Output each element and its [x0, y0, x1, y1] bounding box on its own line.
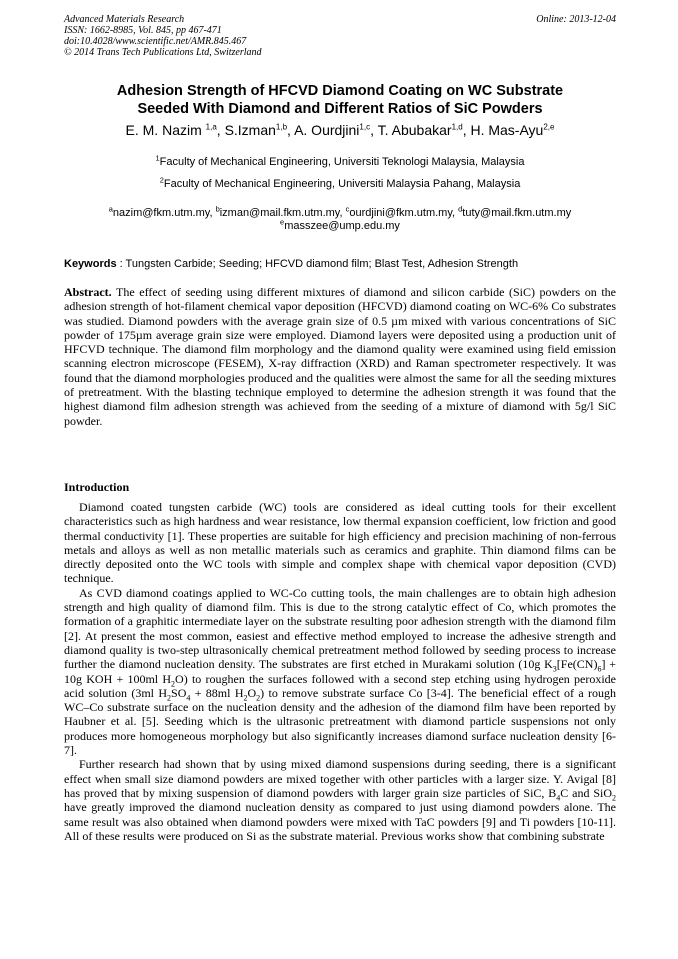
email-address: ourdjini@fkm.utm.my, [349, 207, 459, 219]
email-address: masszee@ump.edu.my [284, 220, 400, 232]
author-affiliation-mark: 2,e [543, 122, 555, 132]
email-list [64, 204, 616, 233]
section-heading-introduction: Introduction [64, 480, 130, 494]
email-address: tuty@mail.fkm.utm.my [462, 207, 572, 219]
keywords-label: Keywords [64, 258, 117, 270]
author-name: E. M. Nazim [125, 122, 202, 138]
abstract-label: Abstract. [64, 285, 112, 299]
keywords-text: : Tungsten Carbide; Seeding; HFCVD diamond film; Blast Test, Adhesion Strength [116, 258, 519, 270]
paragraph: Diamond coated tungsten carbide (WC) tools are considered as ideal cutting tools for their excellent characteristics such as high hardness and wear resistance, low thermal expansion coefficient, low friction and good thermal conductivity [1]. These properties are suitable for high efficiency and precision machining of non-ferrous metals and alloys as well as non metallic materials such as ceramics and graphite. Thin diamond films can be directly deposited onto the WC tools with simple and complex shape with chemical vapor deposition (CVD) technique. [64, 500, 616, 586]
paper-title [64, 82, 616, 118]
email-mark: c [345, 204, 350, 214]
keywords [64, 258, 616, 271]
abstract [64, 285, 616, 428]
email-address: izman@mail.fkm.utm.my, [219, 207, 346, 219]
affiliation-list [64, 153, 616, 200]
email-mark: e [280, 217, 285, 227]
author-affiliation-mark: 1,a [205, 122, 217, 132]
online-date: Online: 2013-12-04 [536, 14, 616, 25]
introduction-body [64, 500, 616, 843]
journal-doi: doi:10.4028/www.scientific.net/AMR.845.467 [64, 36, 247, 47]
journal-name: Advanced Materials Research [64, 14, 185, 25]
author-name: A. Ourdjini [294, 122, 360, 138]
email-mark: d [458, 204, 463, 214]
affiliation [64, 175, 616, 191]
journal-issn: ISSN: 1662-8985, Vol. 845, pp 467-471 [64, 25, 222, 36]
author-affiliation-mark: 1,b [275, 122, 288, 132]
paragraph: Further research had shown that by using mixed diamond suspensions during seeding, there is a significant effect when small size diamond powders are mixed together with other particles with a larger size. Y. Avigal [8] has proved that by mixing suspension of diamond powders with larger grain size particles of SiC, $B_4C$ and SiO$_2$ have greatly improved the diamond nucleation density as compared to just using diamond powders alone. The same result was also obtained when diamond powders were mixed with TaC powders [9] and Ti powders [10-11]. All of these results were produced on Si as the substrate material. Previous works show that combining substrate [64, 757, 616, 843]
abstract-text: The effect of seeding using different mixtures of diamond and silicon carbide (SiC) powders on the adhesion strength of hot-filament chemical vapor deposition (HFCVD) diamond coating on WC-6% Co substrates was studied. Diamond powders with the average grain size of 0.5 µm mixed with various concentrations of SiC powder of 175µm average grain size were employed. Diamond layers were deposited using a production unit of HFCVD technique. The diamond film morphology and the diamond quality were examined using field emission scanning electron microscope (FESEM), X-ray diffraction (XRD) and Raman spectrometer respectively. It was found that the diamond morphologies produced and the qualities were almost the same for all the seeding mixtures of pretreatment. With the blasting technique employed to determine the adhesion strength it was found that the highest diamond film adhesion strength was achieved from the seeding of a mixture of diamond with 5g/l SiC powder. [64, 285, 616, 428]
email-mark: b [215, 204, 220, 214]
email-line [64, 217, 616, 233]
journal-copyright: © 2014 Trans Tech Publications Ltd, Switzerland [64, 47, 262, 58]
title-line-1: Adhesion Strength of HFCVD Diamond Coating on WC Substrate [116, 83, 564, 99]
email-address: nazim@fkm.utm.my, [112, 207, 216, 219]
title-line-2: Seeded With Diamond and Different Ratios of SiC Powders [137, 101, 543, 117]
author-name: T. Abubakar [377, 122, 452, 138]
affiliation-mark: 2 [159, 175, 164, 185]
affiliation-text: Faculty of Mechanical Engineering, Universiti Malaysia Pahang, Malaysia [163, 178, 521, 190]
email-mark: a [108, 204, 113, 214]
author-list: E. M. Nazim $^{1,a}$, S.Izman$^{1,b}$, A. Ourdjini$^{1,c}$, T. Abubakar$^{1,d}$, H. Mas-Ayu$^{2,e}$ [125, 122, 555, 138]
author-name: S.Izman [224, 122, 276, 138]
affiliation [64, 153, 616, 169]
journal-header [64, 14, 616, 58]
author-affiliation-mark: 1,d [451, 122, 463, 132]
affiliation-text: Faculty of Mechanical Engineering, Universiti Teknologi Malaysia, Malaysia [159, 156, 525, 168]
author-name: H. Mas-Ayu [470, 122, 544, 138]
paragraph: As CVD diamond coatings applied to WC-Co cutting tools, the main challenges are to obtain high adhesion strength and high quality of diamond film. This is due to the strong catalytic effect of Co, which promotes the formation of a graphitic intermediate layer on the substrate resulting poor adhesion strength with the diamond film [2]. At present the most common, easiest and effective method employed to increase the adhesive strength and diamond quality is two-step ultrasonically chemical pretreatment method followed by seeding process to increase further the diamond nucleation density. The substrates are first etched in Murakami solution (10g $K_3[Fe(CN)_6] + 10g$ KOH + 100ml $H_2O$) to roughen the surfaces followed with a second step etching using hydrogen peroxide acid solution (3ml $H_2SO_4 + 88ml$ $H_2O_2$) to remove substrate surface Co [3-4]. The beneficial effect of a rough WC–Co substrate surface on the nucleation density and the adhesion of the diamond film have been reported by Haubner et al. [5]. Seeding which is the ultrasonic pretreatment with diamond particle suspensions not only produces more homogeneous morphology but also significantly increases diamond surface nucleation density [6-7]. [64, 585, 616, 758]
email-line [64, 204, 616, 220]
affiliation-mark: 1 [155, 153, 160, 163]
author-affiliation-mark: 1,c [359, 122, 371, 132]
